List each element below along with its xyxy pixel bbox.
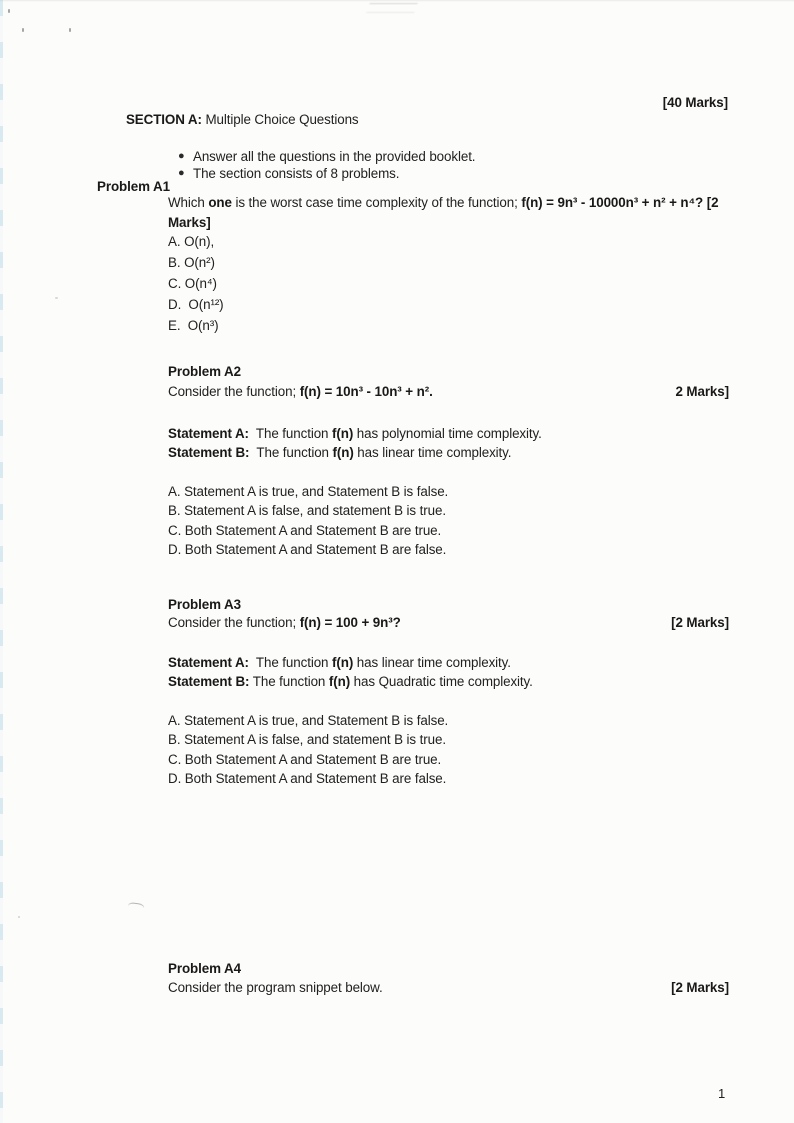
bullet-text: Answer all the questions in the provided booklet. [193, 149, 476, 164]
problem-a2-title: Problem A2 [168, 364, 241, 379]
problem-a3-marks: [2 Marks] [671, 615, 729, 630]
problem-a3-statements [168, 653, 533, 692]
problem-a3-title: Problem A3 [168, 597, 241, 612]
bullet-item [178, 148, 728, 165]
option-item: A. O(n), [168, 234, 215, 249]
problem-a1-title: Problem A1 [97, 179, 170, 194]
option-item: A. Statement A is true, and Statement B is false. [168, 713, 449, 728]
section-header [97, 94, 728, 182]
option-item: A. Statement A is true, and Statement B is false. [168, 484, 449, 499]
scan-smudge [366, 3, 417, 13]
problem-a4-question: Consider the program snippet below. [2 Marks] [168, 980, 729, 995]
scan-speckle [8, 9, 10, 13]
section-label: SECTION A: [125, 112, 202, 127]
statement-a: Statement A: The function f(n) has linear time complexity. [168, 655, 511, 670]
problem-a2-marks: 2 Marks] [675, 384, 729, 399]
problem-a2-options [168, 482, 448, 560]
scan-pen-mark [128, 902, 145, 912]
problem-a1-options [168, 231, 224, 336]
problem-a1-question: Which one is the worst case time complexity of the function; f(n) = 9n³ - 10000n³ + n² + n⁴? [2 Marks] [168, 195, 719, 230]
bullet-text: The section consists of 8 problems. [193, 166, 400, 182]
option-item: C. Both Statement A and Statement B are true. [168, 751, 442, 767]
option-item: B. Statement A is false, and statement B is true. [168, 732, 446, 748]
problem-a2-statements [168, 424, 542, 463]
scan-speckle [55, 297, 58, 299]
problem-a1-marks: Marks] [168, 215, 211, 230]
option-item: B. O(n²) [168, 255, 215, 270]
problem-a2-question: Consider the function; f(n) = 10n³ - 10n³ + n². 2 Marks] [168, 384, 729, 399]
bullet-dot-icon: ● [178, 150, 185, 162]
problem-a3-question: Consider the function; f(n) = 100 + 9n³? [2 Marks] [168, 615, 729, 630]
page-number: 1 [718, 1086, 726, 1101]
statement-b: Statement B: The function f(n) has Quadratic time complexity. [168, 674, 533, 690]
bullet-item [178, 165, 728, 182]
option-item: E. O(n³) [168, 318, 219, 333]
option-item: C. O(n⁴) [168, 276, 217, 291]
scan-speckle [22, 28, 24, 32]
problem-a4-marks: [2 Marks] [671, 980, 729, 995]
statement-a: Statement A: The function f(n) has polynomial time complexity. [168, 426, 542, 441]
section-title: SECTION A: Multiple Choice Questions [125, 112, 359, 127]
option-item: D. Both Statement A and Statement B are false. [168, 771, 447, 787]
scan-speckle [18, 916, 20, 918]
scan-edge-line [0, 0, 3, 1123]
option-item: D. Both Statement A and Statement B are false. [168, 542, 447, 558]
statement-b: Statement B: The function f(n) has linear time complexity. [168, 445, 512, 461]
section-marks: [40 Marks] [662, 95, 728, 110]
problem-a3-options [168, 711, 448, 789]
instruction-bullet-list [97, 148, 728, 182]
scan-speckle [69, 28, 71, 32]
problem-a4-title: Problem A4 [168, 961, 241, 976]
option-item: C. Both Statement A and Statement B are true. [168, 522, 442, 538]
option-item: B. Statement A is false, and statement B is true. [168, 503, 446, 519]
option-item: D. O(n¹²) [168, 297, 224, 312]
bullet-dot-icon: ● [178, 167, 185, 180]
